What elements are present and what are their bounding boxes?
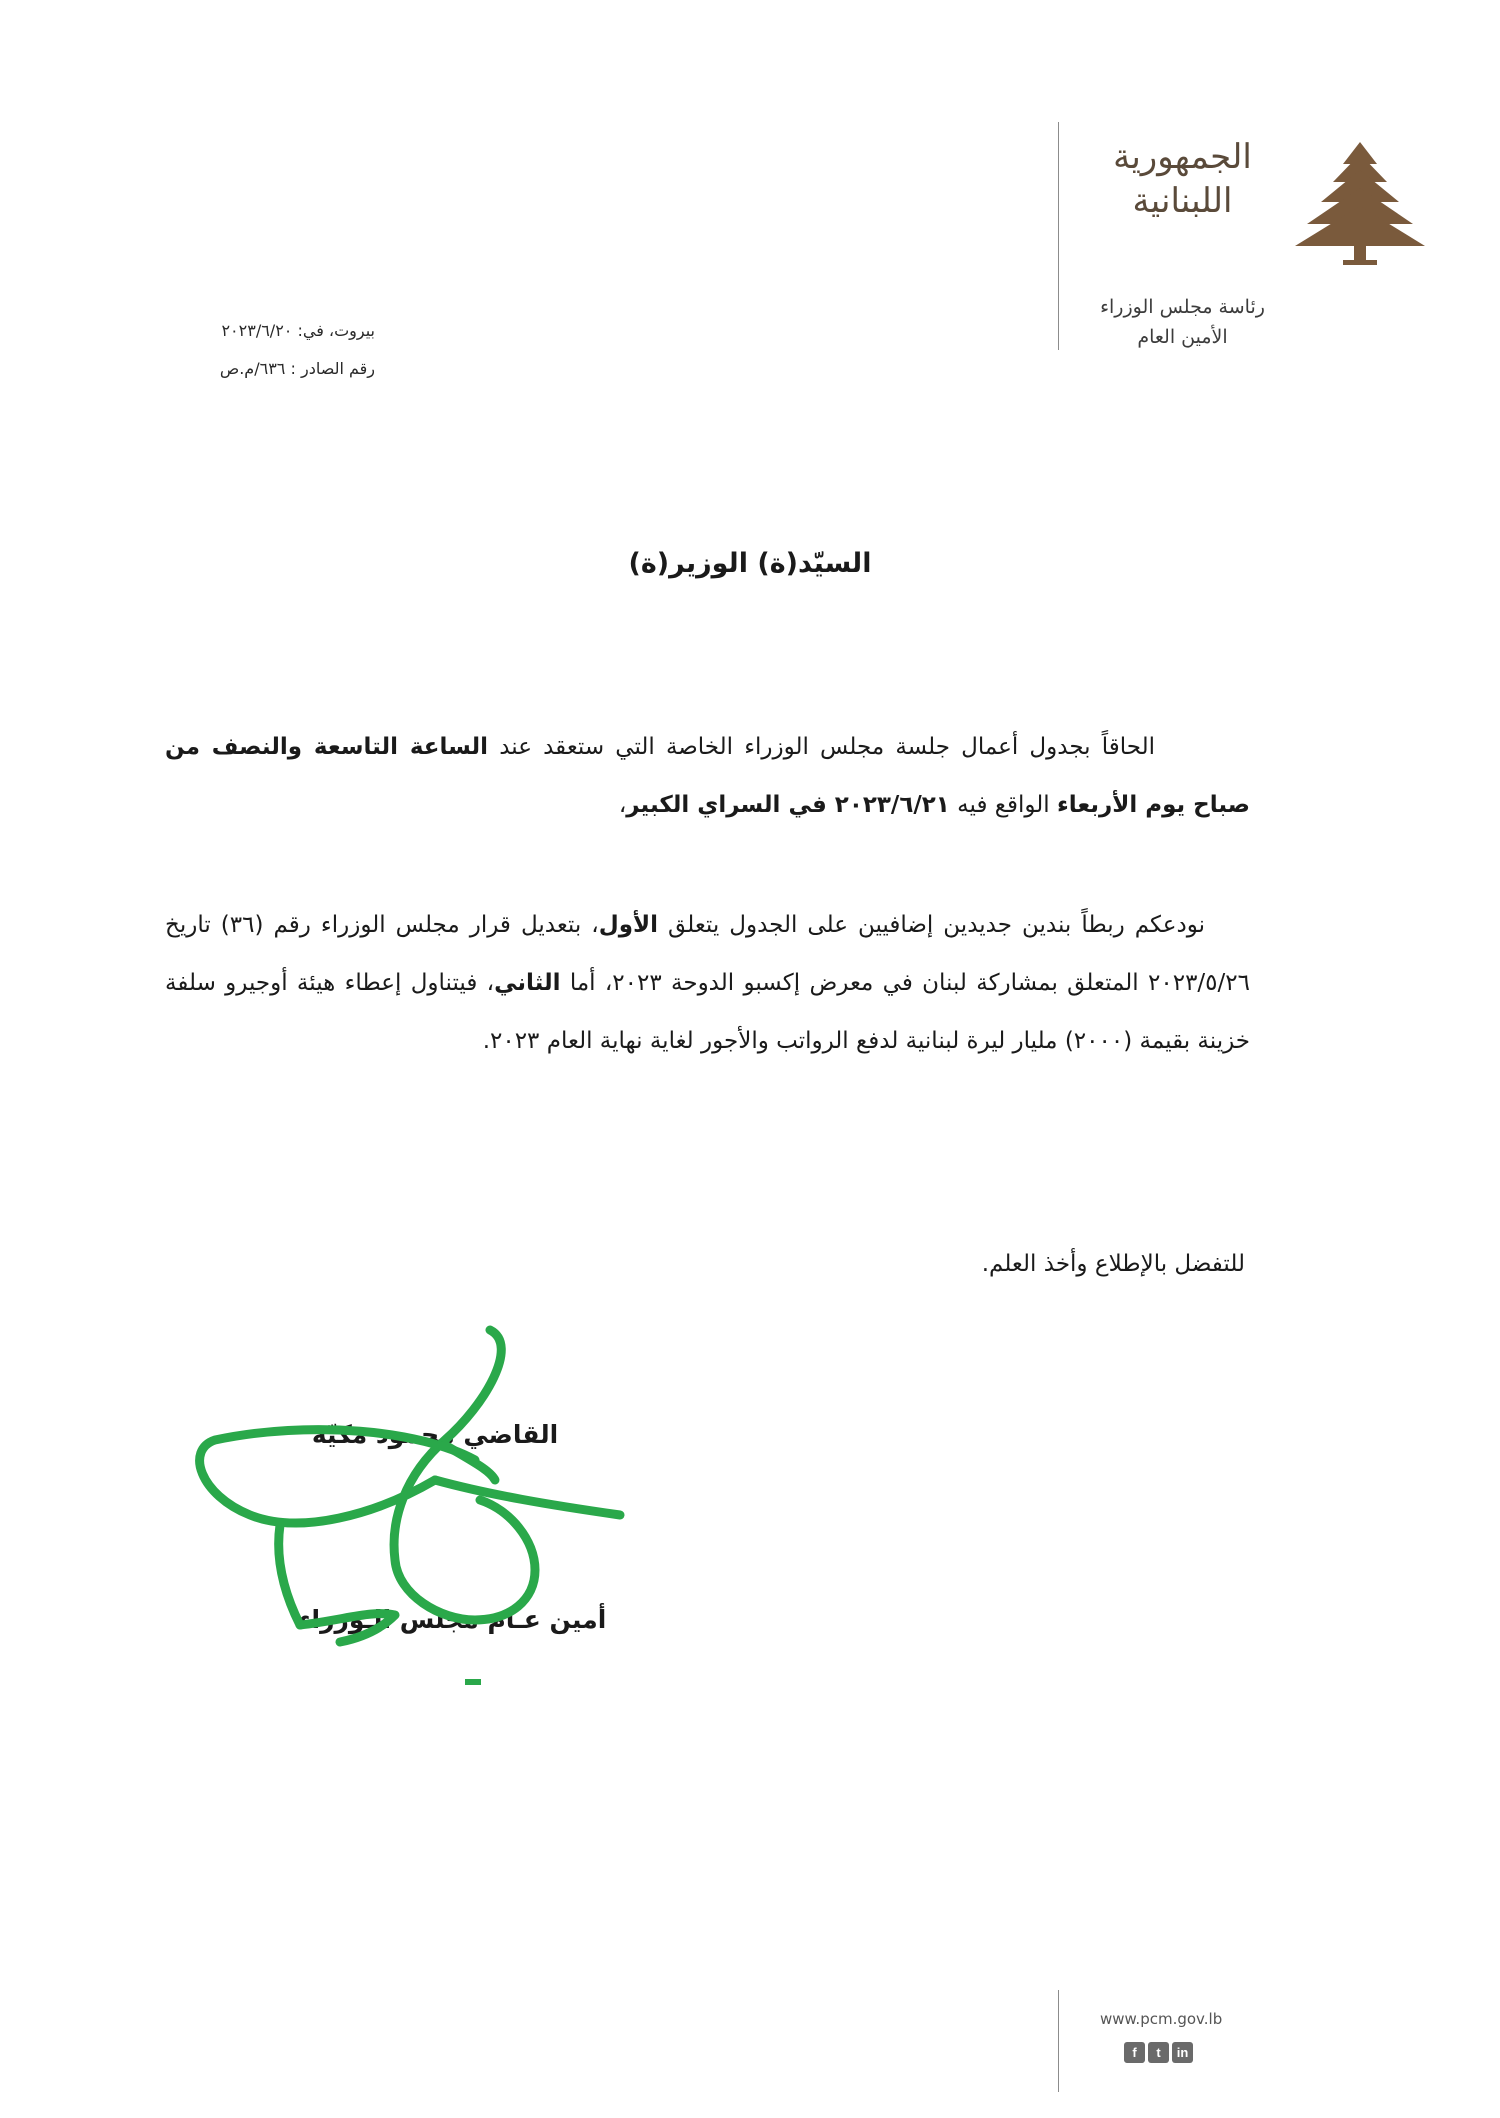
date-value: ٢٠٢٣/٦/٢٠ xyxy=(221,321,293,340)
facebook-icon[interactable]: f xyxy=(1124,2042,1145,2063)
item-second: الثاني xyxy=(494,970,561,996)
reference-block xyxy=(130,312,375,388)
footer-website-link[interactable]: www.pcm.gov.lb xyxy=(1100,2010,1223,2028)
emblem-title-line2: اللبنانية xyxy=(1132,181,1233,221)
social-icons xyxy=(1124,2042,1193,2063)
body-paragraph-1: الحاقاً بجدول أعمال جلسة مجلس الوزراء الخاصة التي ستعقد عند الساعة التاسعة والنصف من صباح يوم الأربعاء الواقع فيه ٢٠٢٣/٦/٢١ في السراي الكبير، xyxy=(165,734,1250,818)
letter-body xyxy=(165,718,1250,1132)
body-paragraph-2: نودعكم ربطاً بندين جديدين إضافيين على الجدول يتعلق الأول، بتعديل قرار مجلس الوزراء رقم (٣٦) تاريخ ٢٠٢٣/٥/٢٦ المتعلق بمشاركة لبنان في معرض إكسبو الدوحة ٢٠٢٣، أما الثاني، فيتناول إعطاء هيئة أوجيرو سلفة خزينة بقيمة (٢٠٠٠) مليار ليرة لبنانية لدفع الرواتب والأجور لغاية نهاية العام ٢٠٢٣. xyxy=(165,912,1250,1054)
emblem-title-line1: الجمهورية xyxy=(1113,137,1252,177)
meeting-date-place: ٢٠٢٣/٦/٢١ في السراي الكبير xyxy=(626,792,950,818)
number-value: ٦٣٦/م.ص xyxy=(219,359,286,378)
handwritten-signature xyxy=(190,1320,640,1700)
signatory-title: أمين عـام مجلس الـوزراء xyxy=(298,1605,607,1634)
emblem-title xyxy=(1080,135,1285,223)
addressee-heading: السيّد(ة) الوزير(ة) xyxy=(628,548,872,579)
date-label: بيروت، في: xyxy=(297,321,375,340)
letterhead-divider xyxy=(1058,122,1059,350)
cedar-tree-logo-icon xyxy=(1295,142,1425,266)
linkedin-icon[interactable]: in xyxy=(1172,2042,1193,2063)
office-name: رئاسة مجلس الوزراء xyxy=(1100,296,1265,318)
meeting-time: الساعة التاسعة والنصف من صباح يوم الأربعاء xyxy=(165,734,1250,818)
twitter-icon[interactable]: t xyxy=(1148,2042,1169,2063)
item-first: الأول xyxy=(598,912,658,938)
date-line xyxy=(130,312,375,350)
number-line xyxy=(130,350,375,388)
footer-divider xyxy=(1058,1990,1059,2092)
signatory-name: القاضي محمود مكيّه xyxy=(311,1420,559,1449)
office-sub: الأمين العام xyxy=(1137,326,1228,348)
closing-line: للتفضل بالإطلاع وأخذ العلم. xyxy=(981,1251,1245,1277)
emblem-office xyxy=(1080,292,1285,352)
number-label: رقم الصادر : xyxy=(290,359,375,378)
